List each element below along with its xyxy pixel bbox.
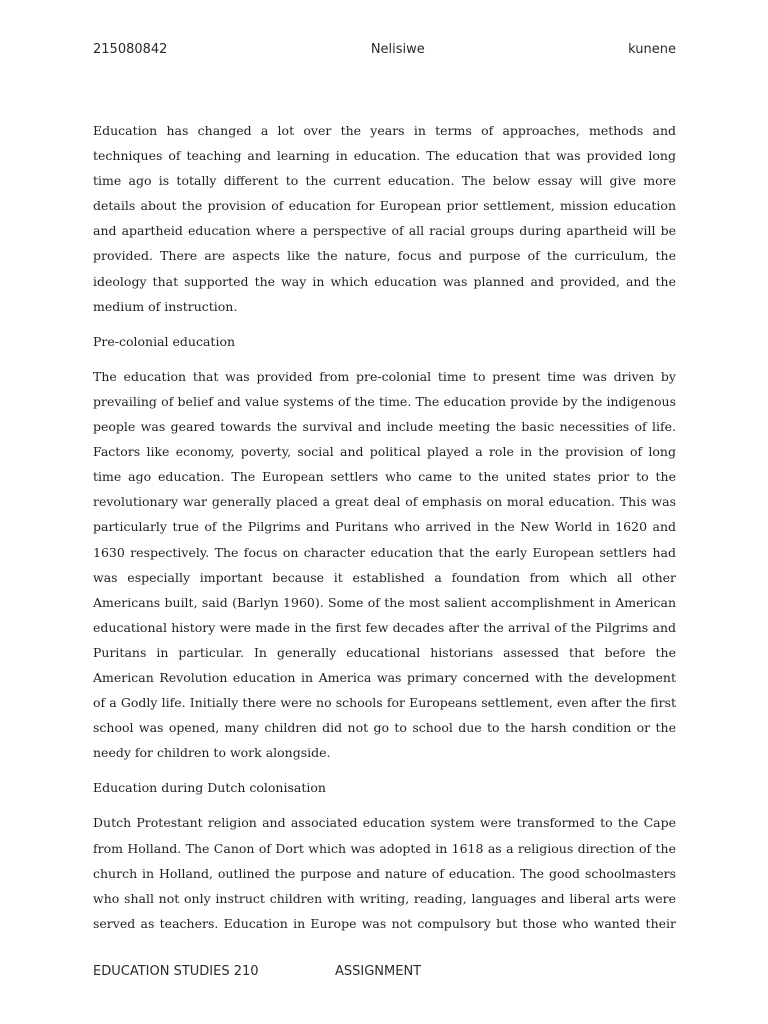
pre-colonial-paragraph: The education that was provided from pre-colonial time to present time was driven by prevailing of belief and value systems of the time. The education provide by the indigenous people was geared towards the survival and include meeting the basic necessities of life. Factors like economy, poverty, social and political played a role in the provision of long time ago education. The European settlers who came to the united states prior to the revolutionary war generally placed a great deal of emphasis on moral education. This was particularly true of the Pilgrims and Puritans who arrived in the New World in 1620 and 1630 respectively. The focus on character education that the early European settlers had was especially important because it established a foundation from which all other Americans built, said (Barlyn 1960). Some of the most salient accomplishment in American educational history were made in the first few decades after the arrival of the Pilgrims and Puritans in particular. In generally educational historians assessed that before the American Revolution education in America was primary concerned with the development of a Godly life. Initially there were no schools for Europeans settlement, even after the first school was opened, many children did not go to school due to the harsh condition or the needy for children to work alongside.	[93, 368, 676, 761]
section-heading-pre-colonial: Pre-colonial education	[93, 333, 236, 349]
student-number: 215080842	[93, 42, 168, 57]
section-heading-dutch: Education during Dutch colonisation	[93, 780, 326, 796]
intro-paragraph: Education has changed a lot over the years in terms of approaches, methods and techniques of teaching and learning in education. The education that was provided long time ago is totally different to the current education. The below essay will give more details about the provision of education for European prior settlement, mission education and apartheid education where a perspective of all racial groups during apartheid will be provided. There are aspects like the nature, focus and purpose of the curriculum, the ideology that supported the way in which education was planned and provided, and the medium of instruction.	[93, 123, 676, 314]
footer-assignment-type: ASSIGNMENT	[335, 964, 422, 979]
student-last-name: kunene	[628, 42, 676, 57]
student-first-name: Nelisiwe	[370, 42, 425, 57]
footer-course: EDUCATION STUDIES 210	[93, 964, 259, 979]
essay-content	[93, 118, 676, 940]
page-footer	[93, 964, 421, 979]
dutch-colonisation-paragraph: Dutch Protestant religion and associated education system were transformed to the Cape from Holland. The Canon of Dort which was adopted in 1618 as a religious direction of the church in Holland, outlined the purpose and nature of education. The good schoolmasters who shall not only instruct children with writing, reading, languages and liberal arts were served as teachers. Education in Europe was not compulsory but those who wanted their	[93, 815, 676, 931]
